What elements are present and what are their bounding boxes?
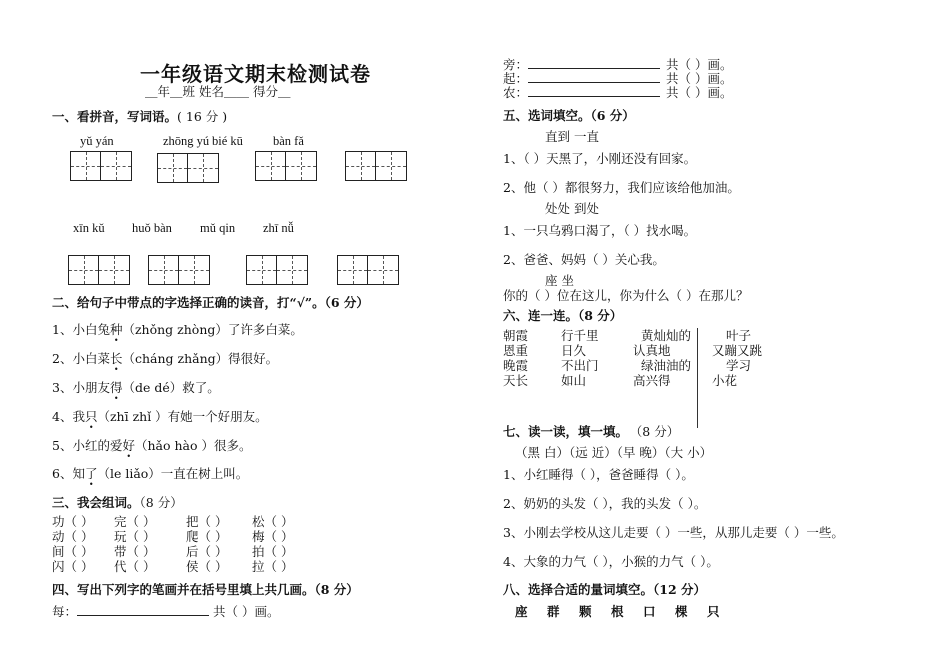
- dotted-char: 种: [109, 322, 123, 337]
- word-group-row: 动（ ） 玩（ ） 爬（ ） 梅（ ）: [52, 529, 294, 544]
- dotted-char: 好: [122, 438, 135, 453]
- writing-grid-2[interactable]: [157, 153, 219, 183]
- writing-grid-4[interactable]: [345, 151, 407, 181]
- fill-item: 3、小刚去学校从这儿走要（ ）一些，从那儿走要（ ）一些。: [503, 525, 844, 540]
- fill-item: 4、大象的力气（ ），小猴的力气（ ）。: [503, 554, 719, 569]
- writing-grid-6[interactable]: [148, 255, 210, 285]
- stroke-item-3: 起： 共（ ）画。: [503, 71, 733, 86]
- fill-item: 你的（ ）位在这儿，你为什么（ ）在那儿？: [503, 288, 749, 303]
- section-1-heading: [52, 107, 227, 125]
- word-group-row: 功（ ） 完（ ） 把（ ） 松（ ）: [52, 514, 294, 529]
- pinyin-6: huǒ bàn: [132, 221, 172, 235]
- reading-item-2: 2、小白菜长（cháng zhǎng）得很好。: [52, 351, 279, 366]
- match-column-2: 行千里 日久 不出门 如山: [561, 328, 599, 388]
- writing-grid-3[interactable]: [255, 151, 317, 181]
- word-pairs: （黑 白）（远 近）（早 晚）（大 小）: [515, 445, 713, 460]
- word-choice-2: 处处 到处: [545, 201, 599, 216]
- writing-grid-7[interactable]: [246, 255, 308, 285]
- stroke-item-1: 每： 共（ ）画。: [52, 604, 280, 619]
- word-choice-3: 座 坐: [545, 273, 574, 288]
- dotted-char: 长: [109, 351, 123, 366]
- section-6-heading: 六、连一连。（8 分）: [503, 308, 623, 323]
- pinyin-7: mǔ qin: [200, 221, 236, 235]
- pinyin-5: xīn kǔ: [73, 221, 105, 235]
- section-2-heading: 二、给句子中带点的字选择正确的读音，打“√”。（6 分）: [52, 295, 369, 310]
- section-4-heading: 四、写出下列字的笔画并在括号里填上共几画。（8 分）: [52, 582, 359, 597]
- stroke-item-2: 旁： 共（ ）画。: [503, 57, 733, 72]
- word-choice-1: 直到 一直: [545, 129, 599, 144]
- dotted-char: 了: [84, 466, 98, 481]
- pinyin-1: yǔ yán: [80, 134, 114, 148]
- fill-item: 1、一只乌鸦口渴了，（ ）找水喝。: [503, 223, 697, 238]
- stroke-answer-line[interactable]: [528, 70, 660, 83]
- page-title: 一年级语文期末检测试卷: [140, 62, 371, 86]
- reading-item-4: 4、我只（zhī zhǐ ）有她一个好朋友。: [52, 409, 268, 424]
- measure-word-list: 座 群 颗 根 口 棵 只: [515, 604, 720, 619]
- fill-item: 1、小红睡得（ ），爸爸睡得（ ）。: [503, 467, 694, 482]
- word-group-row: 间（ ） 带（ ） 后（ ） 拍（ ）: [52, 544, 294, 559]
- stroke-answer-line[interactable]: [77, 603, 209, 616]
- writing-grid-5[interactable]: [68, 255, 130, 285]
- pinyin-3: bié kū: [212, 134, 243, 148]
- reading-item-3: 3、小朋友得（de dé）救了。: [52, 380, 220, 395]
- dotted-char: 只: [84, 409, 98, 424]
- section-1-score: ( 16 分 ): [177, 109, 228, 124]
- dotted-char: 得: [109, 380, 123, 395]
- pinyin-4: bàn fǎ: [273, 134, 304, 148]
- writing-grid-1[interactable]: [70, 151, 132, 181]
- reading-item-5: 5、小红的爱好（hǎo hào ）很多。: [52, 438, 252, 453]
- word-group-grid: [52, 514, 293, 574]
- match-divider-line: [697, 328, 698, 428]
- fill-item: 2、奶奶的头发（ ），我的头发（ ）。: [503, 496, 707, 511]
- writing-grid-8[interactable]: [337, 255, 399, 285]
- match-column-3: 黄灿灿的 认真地 绿油油的 高兴得: [633, 328, 692, 388]
- fill-item: 2、他（ ）都很努力，我们应该给他加油。: [503, 180, 740, 195]
- fill-item: 1、（ ）天黑了，小刚还没有回家。: [503, 151, 697, 166]
- reading-item-6: 6、知了（le liǎo）一直在树上叫。: [52, 466, 249, 481]
- section-8-heading: 八、选择合适的量词填空。（12 分）: [503, 582, 706, 597]
- reading-item-1: 1、小白兔种（zhǒng zhòng）了许多白菜。: [52, 322, 303, 337]
- section-5-heading: 五、选词填空。（6 分）: [503, 108, 635, 123]
- pinyin-2: zhōng yú: [163, 134, 210, 148]
- section-3-heading: 三、我会组词。（8 分）: [52, 495, 183, 510]
- fill-item: 2、爸爸、妈妈（ ）关心我。: [503, 252, 665, 267]
- stroke-item-4: 农： 共（ ）画。: [503, 85, 733, 100]
- match-column-4: 叶子 又蹦又跳 学习 小花: [712, 328, 763, 388]
- section-7-heading: 七、读一读，填一填。 （8 分）: [503, 424, 680, 439]
- section-1-title: 一、看拼音，写词语。: [52, 109, 178, 124]
- pinyin-8: zhī nǚ: [263, 221, 294, 235]
- stroke-answer-line[interactable]: [528, 56, 660, 69]
- student-info-line: ＿年＿班 姓名＿＿ 得分＿: [145, 84, 291, 99]
- stroke-answer-line[interactable]: [528, 84, 660, 97]
- match-column-1: 朝霞 恩重 晚霞 天长: [503, 328, 529, 388]
- word-group-row: 闪（ ） 代（ ） 侯（ ） 拉（ ）: [52, 559, 294, 574]
